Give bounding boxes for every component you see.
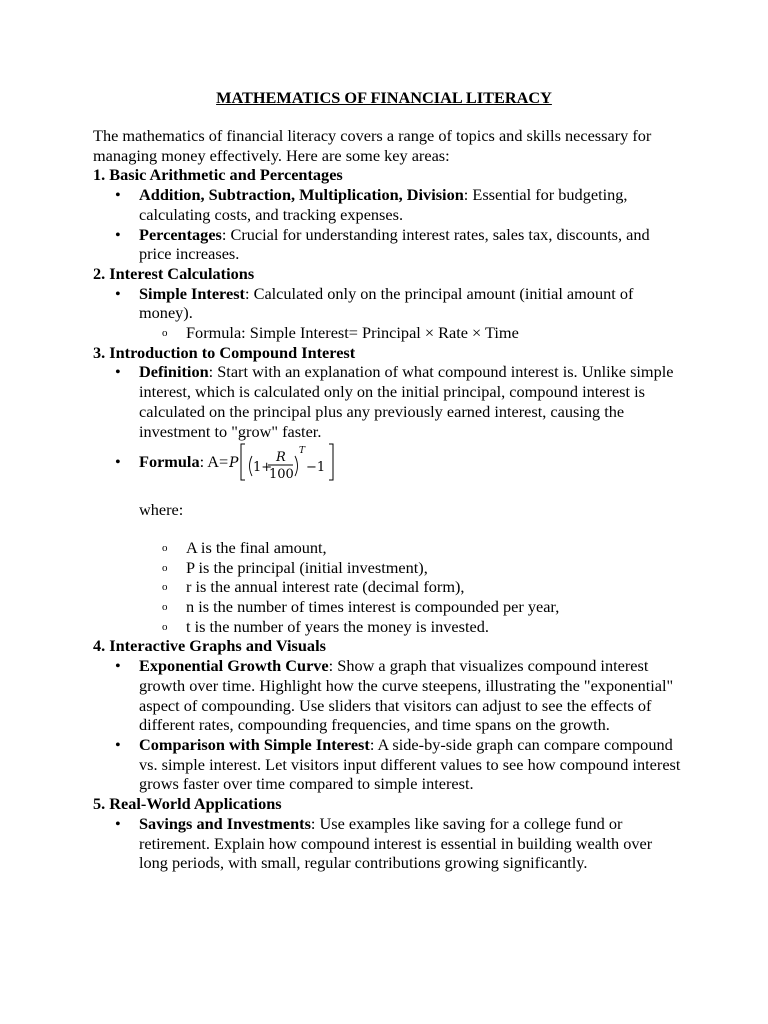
bullet-text: : Use examples like saving for a college fund or retirement. Explain how compound interest is essential in building wealth over long periods, with small, regular contributions growing significantly. [139, 813, 653, 873]
bullet-definition [139, 362, 683, 441]
bullet-compound-formula [139, 442, 683, 482]
section-3-list [93, 362, 683, 482]
bullet-term: • Formula [139, 452, 200, 472]
variable-r: o r is the annual interest rate (decimal form), [186, 577, 683, 597]
variable-n: o n is the number of times interest is compounded per year, [186, 597, 683, 617]
bullet-term: Savings and Investments [139, 813, 311, 833]
bullet-term: Comparison with Simple Interest [139, 734, 370, 754]
bullet-simple-interest [139, 284, 683, 343]
bullet-percentages [139, 225, 683, 264]
bullet-exponential-curve [139, 656, 683, 735]
bullet-term: Definition [139, 362, 209, 382]
section-heading-compound-interest: 3. Introduction to Compound Interest [93, 342, 356, 362]
document-body [93, 126, 683, 873]
bullet-term: Simple Interest [139, 283, 245, 303]
intro-paragraph: The mathematics of financial literacy covers a range of topics and skills necessary for managing money effectively. Here are some key areas: [93, 126, 652, 165]
section-5-list [93, 814, 683, 873]
simple-interest-formula: o Formula: Simple Interest= Principal × Rate × Time [186, 323, 683, 343]
bullet-text: : Essential for budgeting, calculating costs, and tracking expenses. [139, 185, 628, 224]
bullet-text: : A side-by-side graph can compare compound vs. simple interest. Let visitors input different values to see how compound interest grows faster over time compared to simple interest. [139, 734, 681, 794]
bullet-text: : Calculated only on the principal amount (initial amount of money). [139, 283, 634, 323]
formula-numerator: R [276, 450, 287, 466]
section-2-list [93, 284, 683, 343]
formula-p: P [229, 455, 239, 472]
bullet-term: Exponential Growth Curve [139, 656, 329, 676]
compound-interest-formula [229, 442, 339, 482]
section-heading-real-world: 5. Real-World Applications [93, 794, 282, 814]
variable-a: o A is the final amount, [186, 538, 683, 558]
simple-interest-sublist [139, 323, 683, 343]
left-paren [250, 456, 253, 476]
bullet-comparison [139, 735, 683, 794]
document-title: MATHEMATICS OF FINANCIAL LITERACY [216, 88, 552, 107]
right-bracket [329, 444, 333, 480]
section-heading-graphs-visuals: 4. Interactive Graphs and Visuals [93, 636, 326, 656]
bullet-arithmetic-operations [139, 185, 683, 224]
section-heading-interest-calculations: 2. Interest Calculations [93, 263, 255, 283]
left-bracket [241, 444, 245, 480]
right-paren [295, 456, 298, 476]
section-4-list [93, 656, 683, 794]
variable-p: o P is the principal (initial investment), [186, 558, 683, 578]
bullet-savings-investments [139, 814, 683, 873]
formula-lhs: : A= [199, 452, 229, 472]
bullet-term: Addition, Subtraction, Multiplication, Division [139, 185, 464, 205]
bullet-text: : Show a graph that visualizes compound interest growth over time. Highlight how the curve steepens, illustrating the "exponential" aspect of compounding. Use sliders that visitors can adjust to see the effects of different rates, compounding frequencies, and time spans on the growth. [139, 656, 674, 735]
where-label: where: [139, 500, 184, 520]
section-1-list [93, 185, 683, 264]
section-heading-basic-arithmetic: 1. Basic Arithmetic and Percentages [93, 165, 343, 185]
bullet-term: Percentages [139, 224, 222, 244]
formula-one-plus: 1+ [253, 460, 273, 476]
formula-minus-one: −1 [306, 460, 326, 476]
formula-exponent: T [299, 446, 306, 457]
formula-denominator: 100 [269, 467, 295, 483]
formula-variables-list [93, 538, 683, 637]
variable-t: o t is the number of years the money is invested. [186, 617, 683, 637]
bullet-text: : Start with an explanation of what compound interest is. Unlike simple interest, which is calculated only on the initial principal, compound interest is calculated on the principal plus any previously earned interest, causing the investment to "grow" faster. [139, 362, 674, 441]
bullet-text: : Crucial for understanding interest rates, sales tax, discounts, and price increases. [139, 224, 650, 264]
